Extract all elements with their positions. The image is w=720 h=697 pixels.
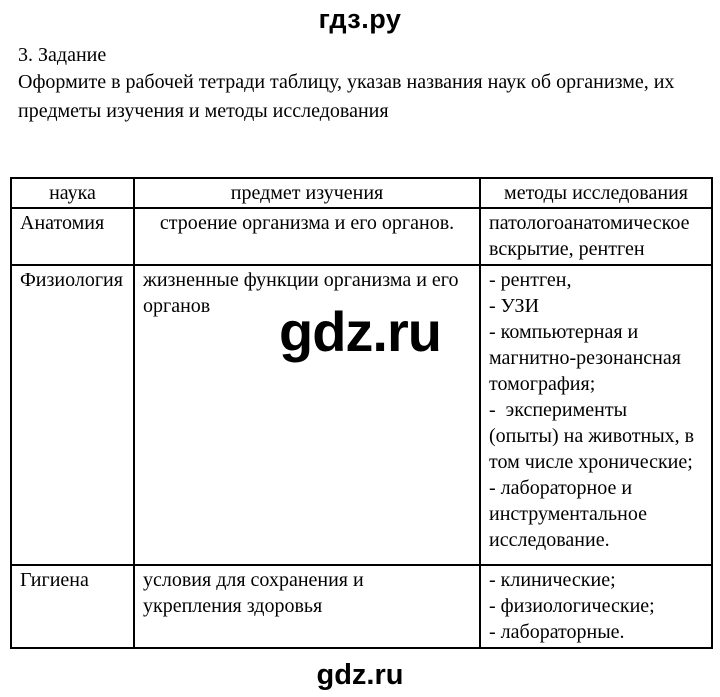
col-header-science: наука bbox=[11, 178, 134, 208]
footer-logo: gdz.ru bbox=[316, 659, 404, 691]
subject-line: укрепления здоровья bbox=[143, 595, 323, 617]
method-line: исследование. bbox=[489, 529, 610, 551]
cell-methods bbox=[480, 208, 712, 265]
subject-line: строение организма и его органов. bbox=[159, 212, 455, 234]
cell-subject bbox=[134, 265, 480, 565]
table-row-anatomy bbox=[11, 208, 712, 265]
method-line: - клинические; bbox=[489, 569, 616, 591]
method-line: (опыты) на животных, в bbox=[489, 425, 695, 447]
task-description-line: предметы изучения и методы исследования bbox=[18, 100, 389, 122]
method-line: - компьютерная и bbox=[489, 321, 639, 343]
method-line: патологоанатомическое bbox=[489, 212, 690, 234]
method-line: том числе хронические; bbox=[489, 451, 693, 473]
cell-science: Гигиена bbox=[11, 565, 134, 648]
task-description bbox=[18, 68, 713, 126]
table-row-hygiene bbox=[11, 565, 712, 648]
gdz-watermark: gdz.ru bbox=[279, 300, 441, 363]
method-line: магнитно-резонансная bbox=[489, 347, 681, 369]
method-line: - УЗИ bbox=[489, 295, 540, 317]
subject-line: органов bbox=[143, 295, 211, 317]
cell-methods bbox=[480, 565, 712, 648]
cell-science: Физиология bbox=[11, 265, 134, 565]
col-header-methods: методы исследования bbox=[480, 178, 712, 208]
method-line: - лабораторное и bbox=[489, 477, 633, 499]
site-logo: гдз.ру bbox=[318, 4, 402, 34]
subject-line: жизненные функции организма и его bbox=[143, 269, 459, 291]
sciences-table bbox=[10, 177, 713, 649]
table-row-physiology bbox=[11, 265, 712, 565]
task-description-line: Оформите в рабочей тетради таблицу, указав названия наук об организме, их bbox=[18, 71, 675, 93]
col-header-subject: предмет изучения bbox=[134, 178, 480, 208]
cell-science: Анатомия bbox=[11, 208, 134, 265]
cell-methods bbox=[480, 265, 712, 565]
method-line: - физиологические; bbox=[489, 595, 655, 617]
method-line: - эксперименты bbox=[489, 399, 628, 421]
task-heading: 3. Задание bbox=[18, 44, 107, 66]
subject-line: условия для сохранения и bbox=[143, 569, 364, 591]
table-header-row bbox=[11, 178, 712, 208]
method-line: инструментальное bbox=[489, 503, 647, 525]
method-line: томография; bbox=[489, 373, 596, 395]
method-line: вскрытие, рентген bbox=[489, 238, 645, 260]
method-line: - лабораторные. bbox=[489, 621, 625, 643]
method-line: - рентген, bbox=[489, 269, 572, 291]
cell-subject bbox=[134, 208, 480, 265]
cell-subject bbox=[134, 565, 480, 648]
